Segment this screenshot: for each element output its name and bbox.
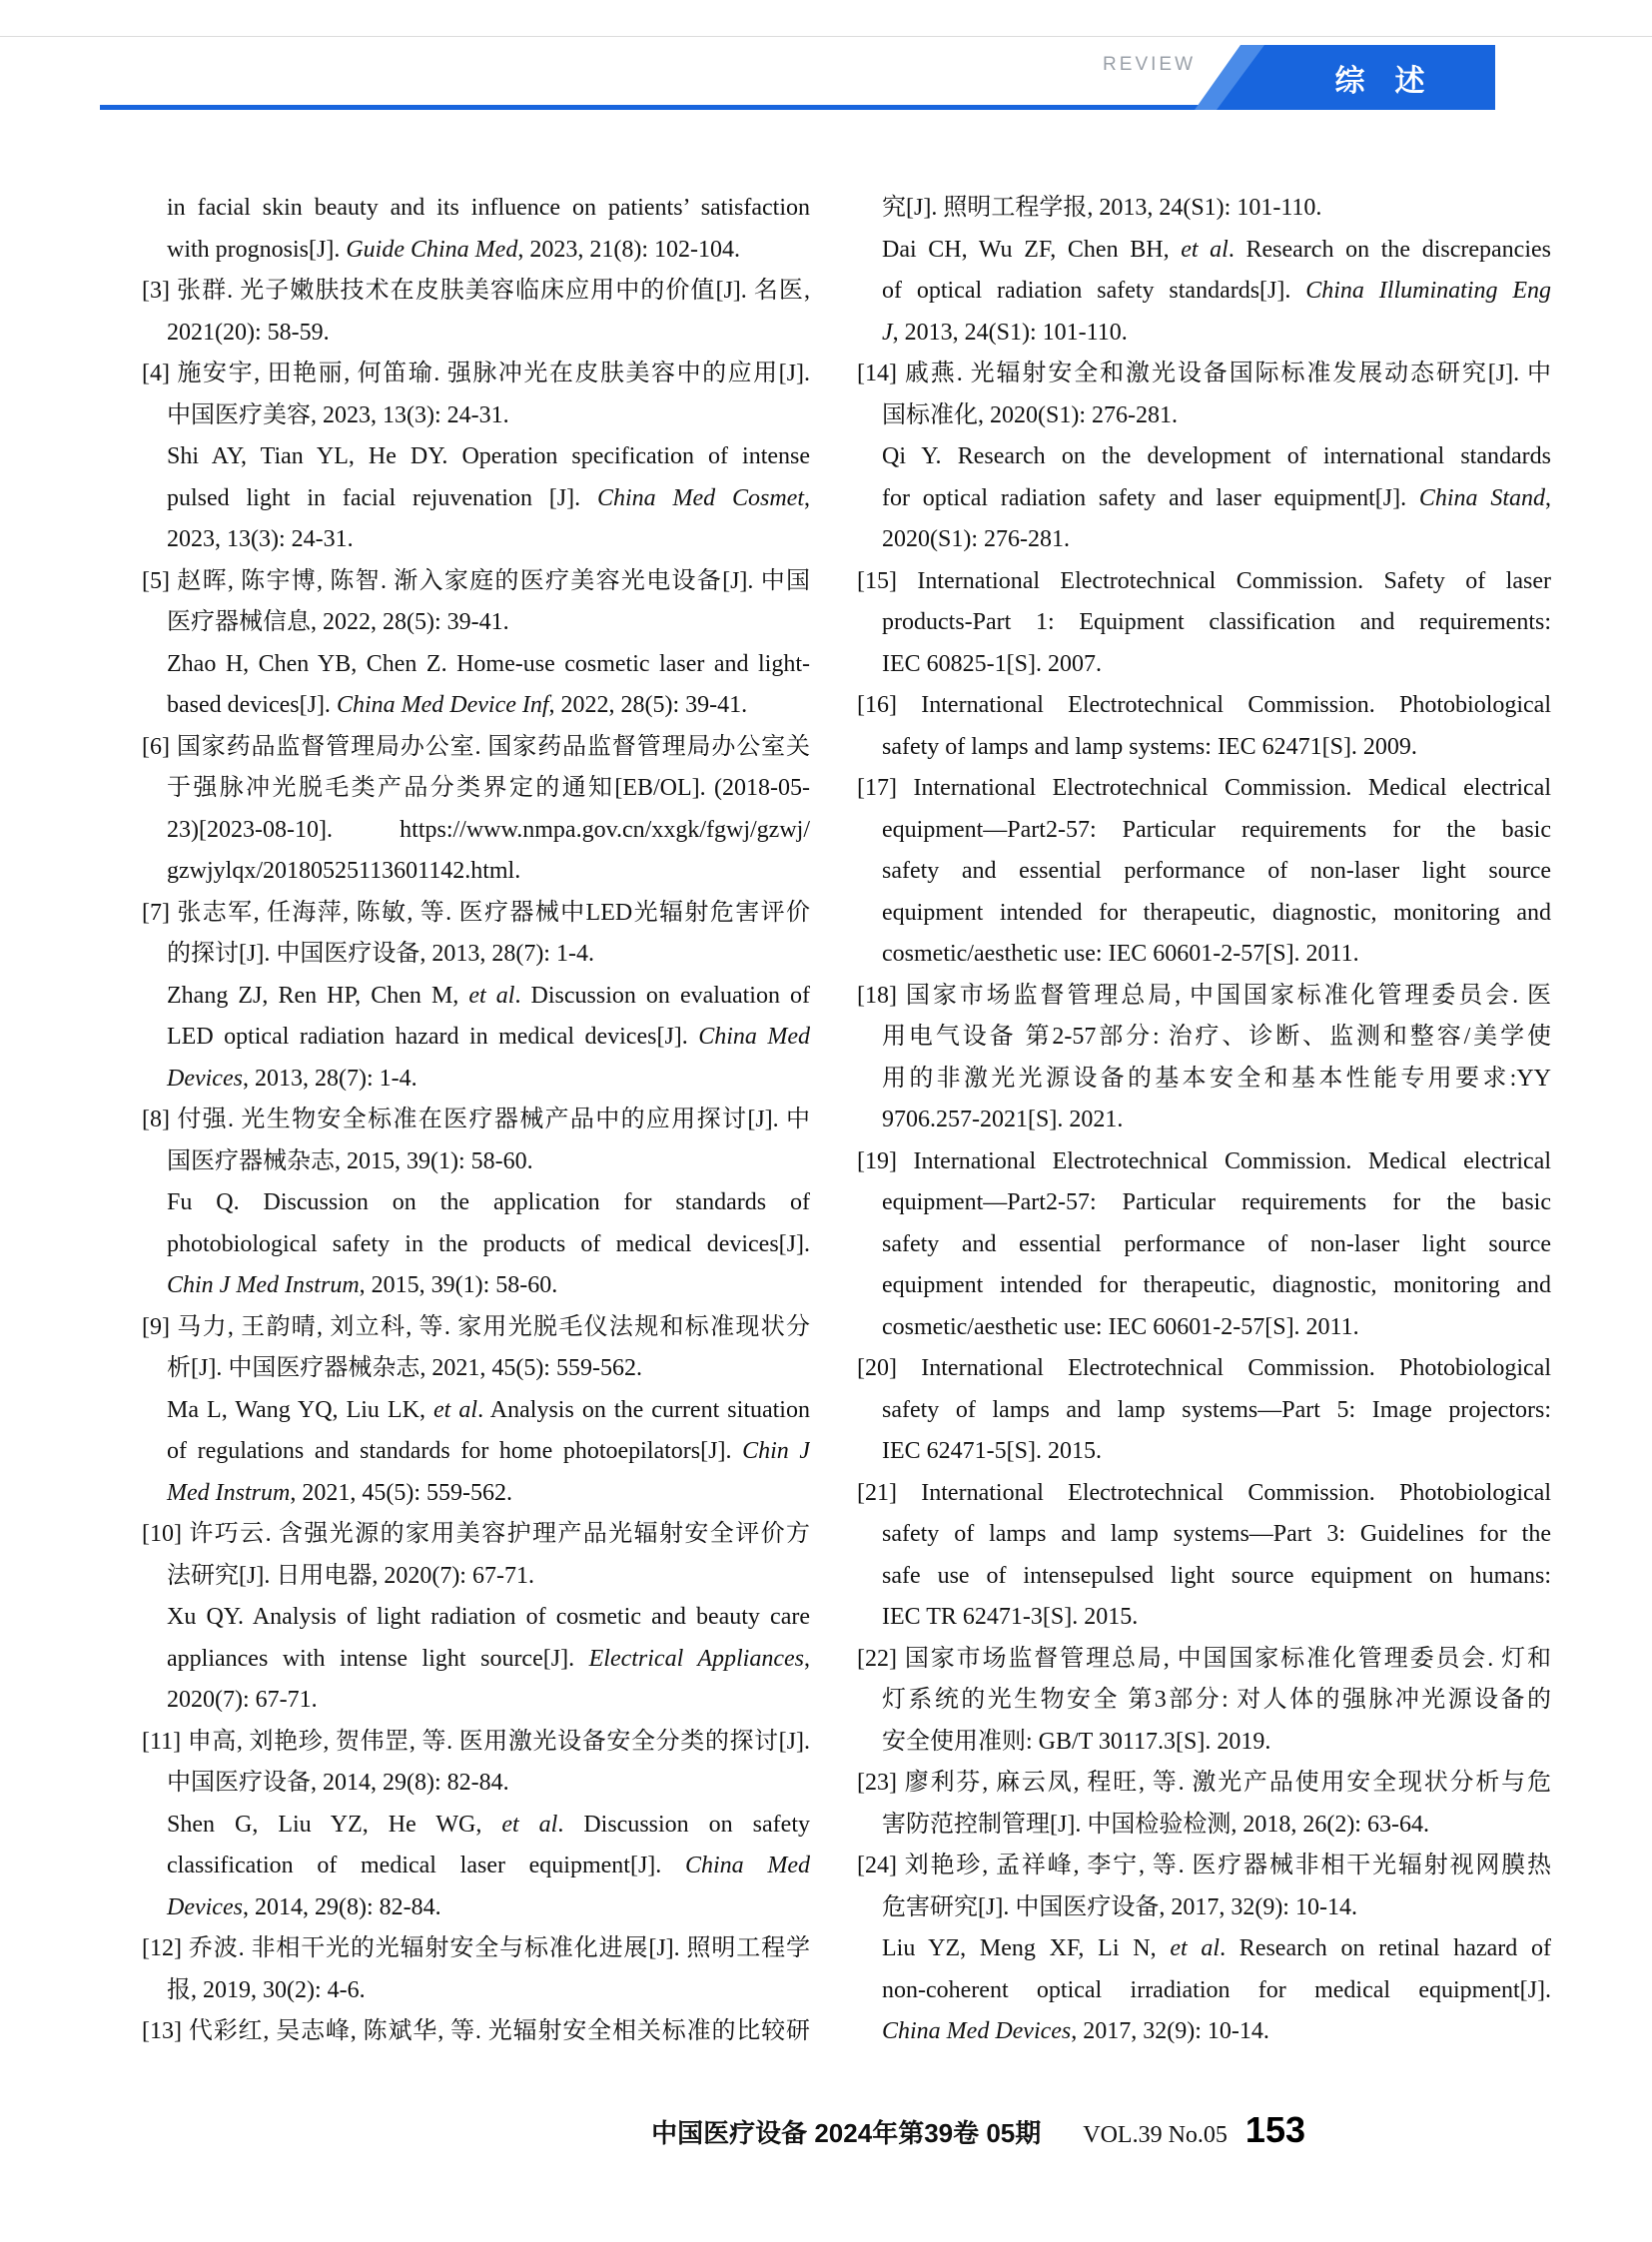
reference-line: [10] 许巧云. 含强光源的家用美容护理产品光辐射安全评价方 xyxy=(142,1521,810,1547)
reference-line: [11] 申高, 刘艳珍, 贺伟罡, 等. 医用激光设备安全分类的探讨[J]. xyxy=(142,1728,810,1755)
reference-line: safety and essential performance of non-laser light source xyxy=(882,858,1551,884)
reference-line: [13] 代彩红, 吴志峰, 陈斌华, 等. 光辐射安全相关标准的比较研 xyxy=(142,2018,810,2044)
reference-line: cosmetic/aesthetic use: IEC 60601-2-57[S]. 2011. xyxy=(882,941,1359,967)
reference-line: Zhang ZJ, Ren HP, Chen M, et al. Discussion on evaluation of xyxy=(167,982,810,1009)
reference-line: for optical radiation safety and laser equipment[J]. China Stand, xyxy=(882,484,1551,511)
reference-line: Shi AY, Tian YL, He DY. Operation specification of intense xyxy=(167,443,810,469)
reference-line: gzwjylqx/20180525113601142.html. xyxy=(167,858,521,884)
page-top-edge-rule xyxy=(0,36,1652,37)
reference-line: photobiological safety in the products of medical devices[J]. xyxy=(167,1230,810,1257)
reference-line: of optical radiation safety standards[J]. China Illuminating Eng xyxy=(882,278,1551,304)
reference-line: 23)[2023-08-10]. https://www.nmpa.gov.cn/xxgk/fgwj/gzwj/ xyxy=(167,816,810,843)
reference-line: IEC 62471-5[S]. 2015. xyxy=(882,1438,1102,1464)
reference-line: [15] International Electrotechnical Commission. Safety of laser xyxy=(857,567,1551,594)
section-title: 综 述 xyxy=(1334,64,1425,98)
reference-line: 安全使用准则: GB/T 30117.3[S]. 2019. xyxy=(882,1728,1271,1755)
reference-line: Devices, 2014, 29(8): 82-84. xyxy=(167,1893,441,1920)
reference-line: [12] 乔波. 非相干光的光辐射安全与标准化进展[J]. 照明工程学 xyxy=(142,1935,810,1961)
reference-line: IEC 60825-1[S]. 2007. xyxy=(882,650,1102,677)
reference-line: products-Part 1: Equipment classification and requirements: xyxy=(882,609,1551,635)
reference-line: [23] 廖利芬, 麻云凤, 程旺, 等. 激光产品使用安全现状分析与危 xyxy=(857,1770,1551,1796)
reference-line: appliances with intense light source[J]. Electrical Appliances, xyxy=(167,1645,810,1672)
reference-line: [17] International Electrotechnical Commission. Medical electrical xyxy=(857,775,1551,801)
reference-line: 危害研究[J]. 中国医疗设备, 2017, 32(9): 10-14. xyxy=(882,1893,1357,1920)
reference-line: [19] International Electrotechnical Commission. Medical electrical xyxy=(857,1147,1551,1174)
reference-line: LED optical radiation hazard in medical devices[J]. China Med xyxy=(167,1024,810,1050)
reference-line: non-coherent optical irradiation for medical equipment[J]. xyxy=(882,1976,1551,2003)
reference-line: China Med Devices, 2017, 32(9): 10-14. xyxy=(882,2018,1269,2044)
reference-line: Xu QY. Analysis of light radiation of cosmetic and beauty care xyxy=(167,1604,810,1630)
reference-line: 用电气设备 第2-57部分: 治疗、诊断、监测和整容/美学使 xyxy=(882,1024,1551,1050)
references-column-left xyxy=(142,188,810,2053)
reference-line: 灯系统的光生物安全 第3部分: 对人体的强脉冲光源设备的 xyxy=(882,1687,1551,1713)
reference-line: [9] 马力, 王韵晴, 刘立科, 等. 家用光脱毛仪法规和标准现状分 xyxy=(142,1313,810,1340)
reference-line: based devices[J]. China Med Device Inf, 2022, 28(5): 39-41. xyxy=(167,692,748,718)
reference-line: safety of lamps and lamp systems: IEC 62471[S]. 2009. xyxy=(882,733,1417,760)
reference-line: [14] 戚燕. 光辐射安全和激光设备国际标准发展动态研究[J]. 中 xyxy=(857,361,1551,386)
footer-page-number: 153 xyxy=(1244,2109,1305,2150)
reference-line: [22] 国家市场监督管理总局, 中国国家标准化管理委员会. 灯和 xyxy=(857,1645,1551,1672)
reference-line: Zhao H, Chen YB, Chen Z. Home-use cosmetic laser and light- xyxy=(167,650,810,677)
reference-line: IEC TR 62471-3[S]. 2015. xyxy=(882,1604,1139,1630)
reference-line: 国标准化, 2020(S1): 276-281. xyxy=(882,401,1178,428)
reference-line: 究[J]. 照明工程学报, 2013, 24(S1): 101-110. xyxy=(882,195,1322,221)
reference-line: 报, 2019, 30(2): 4-6. xyxy=(167,1976,366,2003)
reference-line: equipment—Part2-57: Particular requirements for the basic xyxy=(882,816,1551,843)
reference-line: safety and essential performance of non-laser light source xyxy=(882,1230,1551,1257)
reference-line: 害防范控制管理[J]. 中国检验检测, 2018, 26(2): 63-64. xyxy=(882,1811,1429,1838)
header-rule xyxy=(100,105,1288,110)
reference-line: Ma L, Wang YQ, Liu LK, et al. Analysis on the current situation xyxy=(167,1396,810,1423)
reference-line: 的探讨[J]. 中国医疗设备, 2013, 28(7): 1-4. xyxy=(167,941,594,967)
reference-line: [3] 张群. 光子嫩肤技术在皮肤美容临床应用中的价值[J]. 名医, xyxy=(142,278,810,304)
reference-line: 析[J]. 中国医疗器械杂志, 2021, 45(5): 559-562. xyxy=(167,1355,642,1381)
reference-line: [24] 刘艳珍, 孟祥峰, 李宁, 等. 医疗器械非相干光辐射视网膜热 xyxy=(857,1853,1551,1878)
reference-line: 2020(7): 67-71. xyxy=(167,1687,318,1713)
reference-line: 于强脉冲光脱毛类产品分类界定的通知[EB/OL]. (2018-05- xyxy=(167,775,810,801)
reference-line: safe use of intensepulsed light source equipment on humans: xyxy=(882,1562,1551,1589)
reference-line: Med Instrum, 2021, 45(5): 559-562. xyxy=(167,1479,512,1506)
reference-line: J, 2013, 24(S1): 101-110. xyxy=(882,319,1128,346)
reference-line: Dai CH, Wu ZF, Chen BH, et al. Research on the discrepancies xyxy=(882,236,1551,263)
reference-line: 2023, 13(3): 24-31. xyxy=(167,526,354,552)
reference-line: pulsed light in facial rejuvenation [J]. China Med Cosmet, xyxy=(167,484,810,511)
reference-line: with prognosis[J]. Guide China Med, 2023, 21(8): 102-104. xyxy=(167,236,740,263)
reference-line: 国医疗器械杂志, 2015, 39(1): 58-60. xyxy=(167,1147,533,1174)
reference-line: equipment intended for therapeutic, diagnostic, monitoring and xyxy=(882,1272,1551,1298)
page-footer xyxy=(651,2109,1305,2151)
reference-line: [6] 国家药品监督管理局办公室. 国家药品监督管理局办公室关 xyxy=(142,733,810,760)
reference-line: classification of medical laser equipment[J]. China Med xyxy=(167,1853,810,1878)
reference-line: [16] International Electrotechnical Commission. Photobiological xyxy=(857,692,1551,718)
reference-line: safety of lamps and lamp systems—Part 5: Image projectors: xyxy=(882,1396,1551,1423)
reference-line: 2021(20): 58-59. xyxy=(167,319,330,346)
reference-line: [5] 赵晖, 陈宇博, 陈智. 渐入家庭的医疗美容光电设备[J]. 中国 xyxy=(142,567,810,594)
reference-line: Chin J Med Instrum, 2015, 39(1): 58-60. xyxy=(167,1272,558,1298)
reference-line: equipment intended for therapeutic, diagnostic, monitoring and xyxy=(882,899,1551,926)
reference-line: safety of lamps and lamp systems—Part 3: Guidelines for the xyxy=(882,1521,1551,1547)
reference-line: [4] 施安宇, 田艳丽, 何笛瑜. 强脉冲光在皮肤美容中的应用[J]. xyxy=(142,361,810,386)
reference-line: Qi Y. Research on the development of international standards xyxy=(882,443,1551,469)
references-column-right xyxy=(857,188,1551,2053)
reference-line: [8] 付强. 光生物安全标准在医疗器械产品中的应用探讨[J]. 中 xyxy=(142,1107,810,1132)
reference-line: 法研究[J]. 日用电器, 2020(7): 67-71. xyxy=(167,1562,534,1589)
reference-line: Liu YZ, Meng XF, Li N, et al. Research on retinal hazard of xyxy=(882,1935,1551,1961)
reference-line: in facial skin beauty and its influence on patients’ satisfaction xyxy=(167,195,810,221)
reference-line: of regulations and standards for home photoepilators[J]. Chin J xyxy=(167,1438,810,1464)
reference-line: [18] 国家市场监督管理总局, 中国国家标准化管理委员会. 医 xyxy=(857,982,1551,1009)
reference-line: 2020(S1): 276-281. xyxy=(882,526,1070,552)
reference-line: 中国医疗美容, 2023, 13(3): 24-31. xyxy=(167,401,509,428)
reference-line: 用的非激光光源设备的基本安全和基本性能专用要求:YY xyxy=(882,1065,1551,1092)
footer-volume-info: VOL.39 No.05 xyxy=(1083,2122,1228,2148)
reference-line: [21] International Electrotechnical Commission. Photobiological xyxy=(857,1479,1551,1506)
review-label: REVIEW xyxy=(1103,54,1196,75)
footer-journal-info: 中国医疗设备 2024年第39卷 05期 xyxy=(651,2118,1042,2148)
reference-line: 中国医疗设备, 2014, 29(8): 82-84. xyxy=(167,1770,509,1796)
reference-line: Shen G, Liu YZ, He WG, et al. Discussion on safety xyxy=(167,1811,810,1838)
reference-line: 医疗器械信息, 2022, 28(5): 39-41. xyxy=(167,609,509,635)
reference-line: [7] 张志军, 任海萍, 陈敏, 等. 医疗器械中LED光辐射危害评价 xyxy=(142,899,810,926)
reference-line: cosmetic/aesthetic use: IEC 60601-2-57[S]. 2011. xyxy=(882,1313,1359,1340)
reference-line: Fu Q. Discussion on the application for standards of xyxy=(167,1189,810,1215)
reference-line: Devices, 2013, 28(7): 1-4. xyxy=(167,1065,417,1092)
reference-line: 9706.257-2021[S]. 2021. xyxy=(882,1107,1124,1132)
reference-line: equipment—Part2-57: Particular requirements for the basic xyxy=(882,1189,1551,1215)
section-banner xyxy=(1195,45,1495,110)
reference-line: [20] International Electrotechnical Commission. Photobiological xyxy=(857,1355,1551,1381)
